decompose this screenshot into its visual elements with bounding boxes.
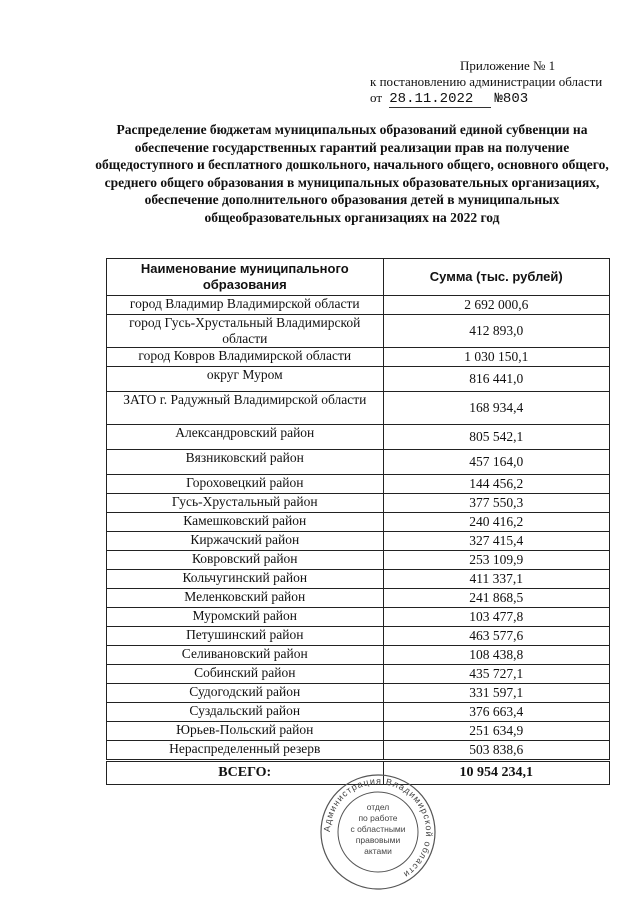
appendix-number: №803 [494, 91, 529, 107]
total-amount: 10 954 234,1 [383, 761, 609, 785]
amount-cell: 1 030 150,1 [383, 348, 609, 367]
table-row [107, 665, 610, 684]
table-row [107, 392, 610, 425]
amount-cell: 327 415,4 [383, 532, 609, 551]
municipality-name: Судогодский район [107, 684, 384, 703]
municipality-name: Гусь-Хрустальный район [107, 494, 384, 513]
amount-cell: 240 416,2 [383, 513, 609, 532]
appendix-label: Приложение № 1 [460, 58, 556, 73]
amount-cell: 435 727,1 [383, 665, 609, 684]
table-row [107, 296, 610, 315]
amount-cell: 331 597,1 [383, 684, 609, 703]
table-row [107, 367, 610, 392]
stamp-center-line: актами [364, 846, 392, 856]
official-stamp [318, 772, 438, 892]
amount-cell: 241 868,5 [383, 589, 609, 608]
amount-cell: 463 577,6 [383, 627, 609, 646]
municipality-name: Нераспределенный резерв [107, 741, 384, 761]
table-row [107, 741, 610, 761]
amount-cell: 2 692 000,6 [383, 296, 609, 315]
header-name: Наименование муниципального образования [107, 259, 384, 296]
stamp-center-text [350, 802, 405, 856]
municipality-name: Меленковский район [107, 589, 384, 608]
table-row [107, 570, 610, 589]
table-row [107, 684, 610, 703]
amount-cell: 377 550,3 [383, 494, 609, 513]
table-row [107, 608, 610, 627]
table-row [107, 722, 610, 741]
amount-cell: 144 456,2 [383, 475, 609, 494]
amount-cell: 805 542,1 [383, 425, 609, 450]
table-row [107, 703, 610, 722]
appendix-date-prefix: от [370, 90, 383, 105]
table-row [107, 315, 610, 348]
amount-cell: 168 934,4 [383, 392, 609, 425]
stamp-ring-text: Администрация Владимирской области [321, 775, 435, 881]
municipality-name: город Гусь-Хрустальный Владимирской области [107, 315, 384, 348]
municipality-name: Юрьев-Польский район [107, 722, 384, 741]
table-row [107, 494, 610, 513]
municipality-name: Муромский район [107, 608, 384, 627]
amount-cell: 412 893,0 [383, 315, 609, 348]
amount-cell: 411 337,1 [383, 570, 609, 589]
amount-cell: 108 438,8 [383, 646, 609, 665]
amount-cell: 253 109,9 [383, 551, 609, 570]
municipality-name: Киржачский район [107, 532, 384, 551]
stamp-center-line: с областными [350, 824, 406, 834]
stamp-center-line: правовыми [355, 835, 401, 845]
amount-cell: 376 663,4 [383, 703, 609, 722]
stamp-center-line: по работе [358, 813, 398, 823]
municipality-name: Собинский район [107, 665, 384, 684]
municipality-name: Вязниковский район [107, 450, 384, 475]
appendix-date: 28.11.2022 [389, 91, 491, 108]
amount-cell: 503 838,6 [383, 741, 609, 761]
table-row [107, 450, 610, 475]
table-row [107, 475, 610, 494]
municipality-name: Суздальский район [107, 703, 384, 722]
appendix-resolution-line: к постановлению администрации области [370, 74, 603, 89]
municipality-name: Гороховецкий район [107, 475, 384, 494]
table-header-row [107, 259, 610, 296]
amount-cell: 251 634,9 [383, 722, 609, 741]
table-body [107, 296, 610, 785]
total-label: ВСЕГО: [107, 761, 384, 785]
table-row [107, 532, 610, 551]
municipality-name: Кольчугинский район [107, 570, 384, 589]
stamp-center-line: отдел [366, 802, 390, 812]
table-row [107, 646, 610, 665]
document-title: Распределение бюджетам муниципальных образований единой субвенции на обеспечение государственных гарантий реализации прав на получение общедоступного и бесплатного дошкольного, начального общего, основного общего, среднего общего образования в муниципальных образовательных организациях, обеспечение дополнительного образования детей в муниципальных общеобразовательных организациях на 2022 год [95, 122, 609, 225]
municipality-name: Александровский район [107, 425, 384, 450]
table-row [107, 551, 610, 570]
municipality-name: город Владимир Владимирской области [107, 296, 384, 315]
amount-cell: 457 164,0 [383, 450, 609, 475]
municipality-name: город Ковров Владимирской области [107, 348, 384, 367]
header-amount: Сумма (тыс. рублей) [383, 259, 609, 296]
municipality-name: округ Муром [107, 367, 384, 392]
appendix-date-line [370, 90, 630, 107]
amount-cell: 103 477,8 [383, 608, 609, 627]
municipality-name: Петушинский район [107, 627, 384, 646]
budget-table [106, 258, 610, 785]
municipality-name: ЗАТО г. Радужный Владимирской области [107, 392, 384, 425]
appendix-header [370, 58, 630, 107]
table-row [107, 589, 610, 608]
amount-cell: 816 441,0 [383, 367, 609, 392]
table-row [107, 348, 610, 367]
table-row [107, 627, 610, 646]
municipality-name: Селивановский район [107, 646, 384, 665]
table-row [107, 513, 610, 532]
municipality-name: Ковровский район [107, 551, 384, 570]
table-row [107, 425, 610, 450]
municipality-name: Камешковский район [107, 513, 384, 532]
